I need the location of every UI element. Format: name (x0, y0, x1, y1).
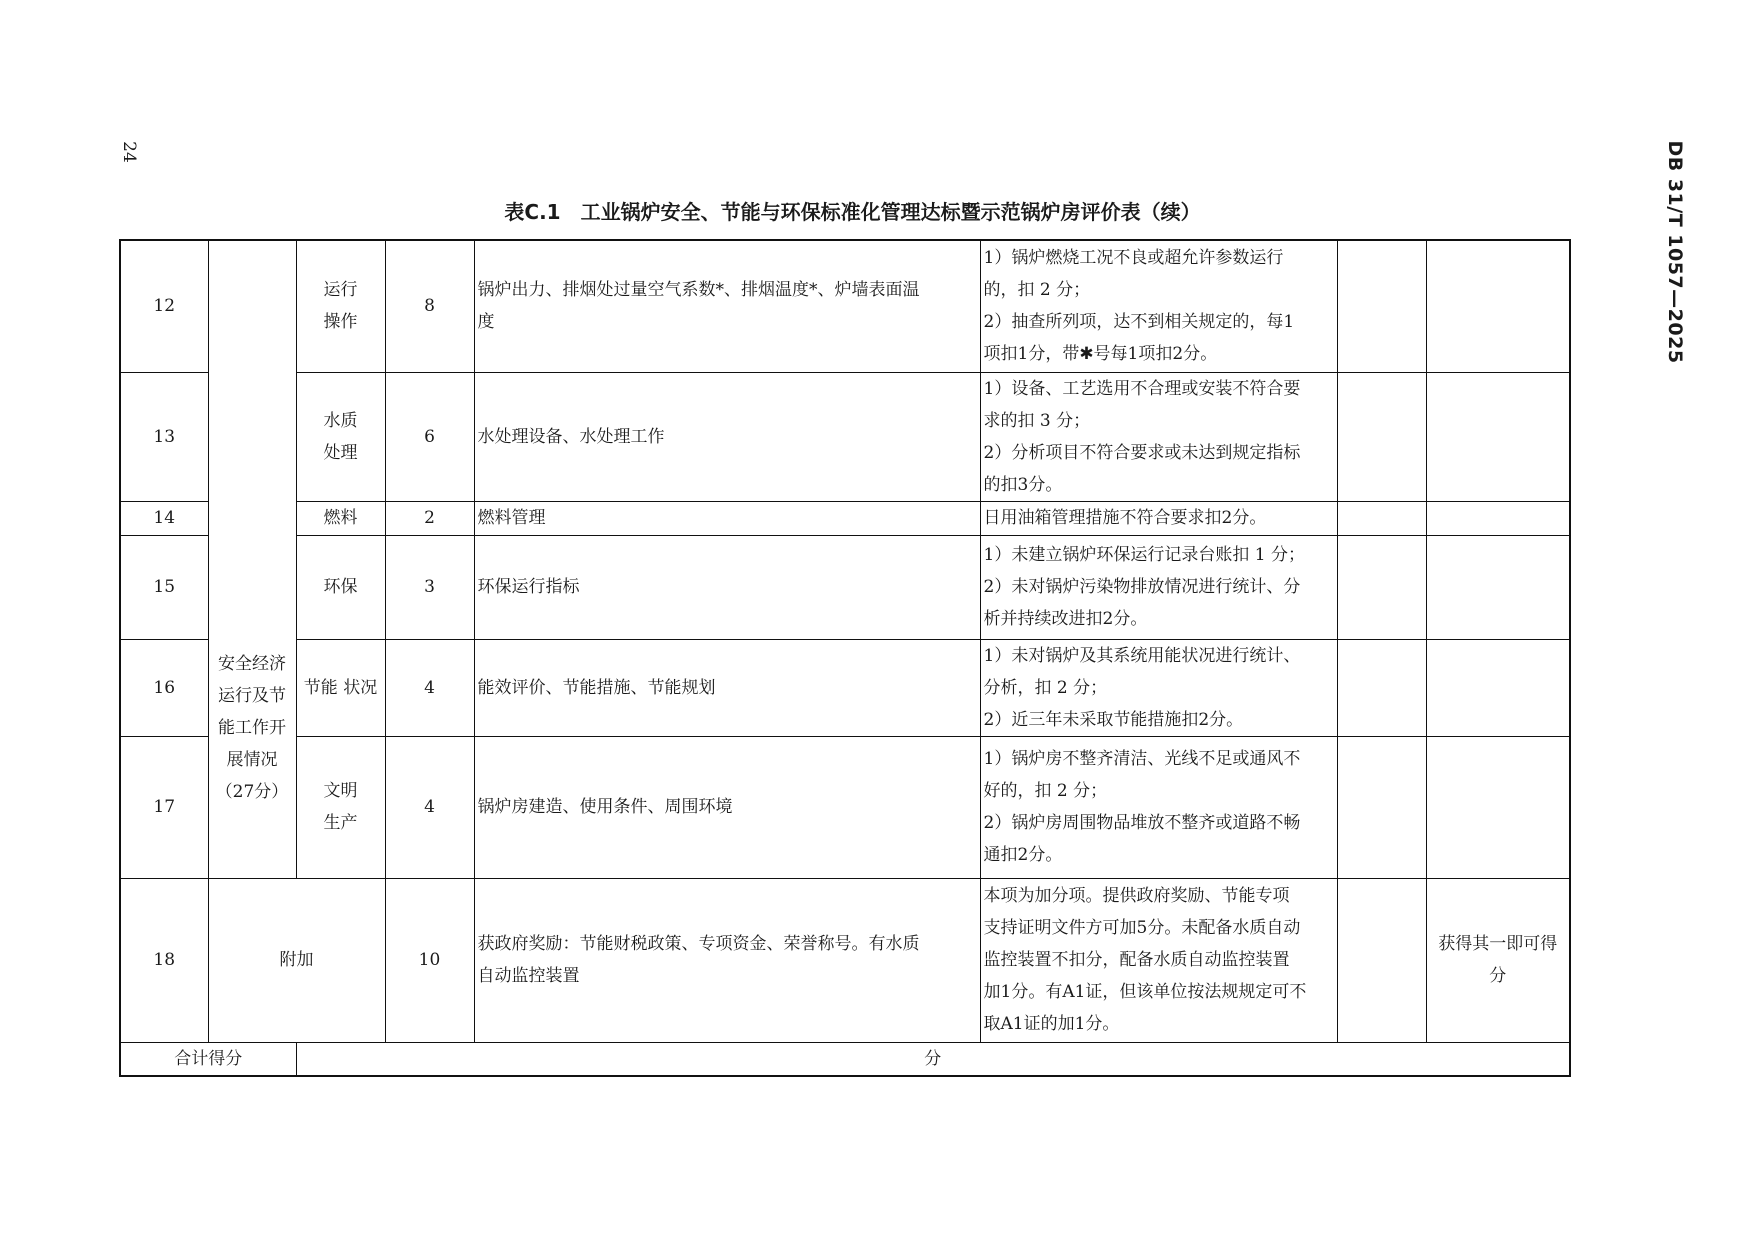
row-number (120, 736, 208, 878)
criteria-cell-line: 2）近三年未采取节能措施扣2分。 (983, 709, 1244, 730)
row-number-line: 16 (153, 677, 176, 698)
remark-cell (1426, 501, 1570, 535)
row-number-line: 13 (153, 426, 176, 447)
row-number (120, 535, 208, 639)
criteria-cell-line: 的，扣 2 分； (983, 280, 1091, 301)
bonus-item-cell (208, 878, 385, 1042)
criteria-cell-line: 1）锅炉燃烧工况不良或超允许参数运行 (983, 248, 1284, 269)
bonus-item-cell-line: 附加 (279, 950, 314, 970)
evaluation-table (119, 239, 1571, 1077)
criteria-cell-line: 通扣2分。 (983, 845, 1063, 865)
score-cell (385, 501, 474, 535)
criteria-cell-line: 求的扣 3 分； (983, 410, 1091, 431)
item-cell-line: 文明 (323, 781, 358, 801)
criteria-cell-line: 2）未对锅炉污染物排放情况进行统计、分 (983, 577, 1301, 597)
score-cell-line: 3 (424, 577, 435, 597)
criteria-cell-line: 1）设备、工艺选用不合理或安装不符合要 (983, 378, 1301, 399)
row-number (120, 240, 208, 372)
score-cell (385, 535, 474, 639)
criteria-cell-line: 1）未建立锅炉环保运行记录台账扣 1 分； (983, 545, 1305, 565)
criteria-cell-line: 分析，扣 2 分； (983, 677, 1108, 698)
criteria-cell (980, 372, 1337, 501)
deduction-cell (1337, 736, 1426, 878)
content-cell (474, 535, 980, 639)
content-cell-line: 锅炉房建造、使用条件、周围环境 (477, 797, 733, 817)
content-cell-line: 度 (477, 312, 495, 333)
remark-cell (1426, 240, 1570, 372)
deduction-cell (1337, 535, 1426, 639)
score-cell (385, 639, 474, 736)
criteria-cell-line: 1）锅炉房不整齐清洁、光线不足或通风不 (983, 749, 1301, 769)
score-cell-line: 4 (424, 797, 435, 817)
criteria-cell (980, 501, 1337, 535)
item-cell (296, 240, 385, 372)
table-row-total (120, 1042, 1570, 1076)
criteria-cell-line: 2）分析项目不符合要求或未达到规定指标 (983, 442, 1301, 463)
category-cell-line: 能工作开 (218, 717, 286, 738)
remark-cell (1426, 372, 1570, 501)
remark-cell-line: 分 (1489, 966, 1507, 986)
score-cell-line: 4 (424, 677, 435, 698)
score-cell-line: 8 (424, 296, 435, 317)
table-row (120, 639, 1570, 736)
score-cell-line: 10 (418, 950, 441, 970)
criteria-cell-line: 项扣1分，带✱号每1项扣2分。 (983, 344, 1218, 365)
table-title: 表C.1 工业锅炉安全、节能与环保标准化管理达标暨示范锅炉房评价表（续） (504, 200, 1201, 224)
score-cell-line: 2 (424, 508, 435, 528)
row-number-line: 17 (153, 797, 176, 817)
content-cell (474, 240, 980, 372)
deduction-cell (1337, 639, 1426, 736)
row-number-line: 14 (153, 508, 176, 528)
remark-cell (1426, 878, 1570, 1042)
criteria-cell-line: 监控装置不扣分，配备水质自动监控装置 (983, 950, 1290, 970)
content-cell-line: 自动监控装置 (477, 966, 580, 986)
category-cell-line: 安全经济 (218, 653, 286, 674)
content-cell-line: 燃料管理 (477, 508, 546, 528)
item-cell-line: 运行 (323, 280, 358, 301)
criteria-cell (980, 878, 1337, 1042)
content-cell-line: 获政府奖励：节能财税政策、专项资金、荣誉称号。有水质 (477, 934, 920, 954)
category-cell-line: 展情况 (226, 749, 278, 770)
table-row (120, 372, 1570, 501)
content-cell (474, 372, 980, 501)
table-row (120, 535, 1570, 639)
criteria-cell-line: 1）未对锅炉及其系统用能状况进行统计、 (983, 645, 1301, 666)
deduction-cell (1337, 240, 1426, 372)
score-cell-line: 6 (424, 426, 435, 447)
row-number-line: 15 (153, 577, 176, 597)
criteria-cell-line: 支持证明文件方可加5分。未配备水质自动 (983, 918, 1301, 938)
criteria-cell (980, 736, 1337, 878)
item-cell-line: 环保 (323, 577, 358, 597)
item-cell (296, 372, 385, 501)
item-cell-line: 生产 (323, 813, 358, 833)
criteria-cell-line: 日用油箱管理措施不符合要求扣2分。 (983, 508, 1267, 528)
criteria-cell (980, 535, 1337, 639)
content-cell-line: 水处理设备、水处理工作 (477, 426, 665, 447)
table-row-bonus (120, 878, 1570, 1042)
category-cell-line: （27分） (215, 781, 289, 802)
category-cell-line: 运行及节 (218, 685, 286, 706)
item-cell-line: 处理 (323, 442, 358, 463)
criteria-cell-line: 析并持续改进扣2分。 (983, 609, 1148, 629)
content-cell (474, 639, 980, 736)
score-cell (385, 736, 474, 878)
deduction-cell (1337, 372, 1426, 501)
total-label (120, 1042, 296, 1076)
item-cell-line: 燃料 (323, 508, 358, 528)
item-cell (296, 639, 385, 736)
item-cell (296, 535, 385, 639)
category-cell (208, 240, 296, 878)
content-cell (474, 878, 980, 1042)
remark-cell (1426, 736, 1570, 878)
item-cell-line: 节能 状况 (303, 677, 378, 698)
remark-cell (1426, 639, 1570, 736)
item-cell-line: 水质 (323, 410, 358, 431)
row-number (120, 501, 208, 535)
score-cell (385, 878, 474, 1042)
deduction-cell (1337, 878, 1426, 1042)
score-cell (385, 240, 474, 372)
criteria-cell-line: 加1分。有A1证，但该单位按法规规定可不 (983, 982, 1307, 1002)
criteria-cell (980, 240, 1337, 372)
criteria-cell-line: 本项为加分项。提供政府奖励、节能专项 (983, 886, 1290, 906)
table-row (120, 501, 1570, 535)
row-number (120, 372, 208, 501)
content-cell-line: 环保运行指标 (477, 577, 580, 597)
score-cell (385, 372, 474, 501)
deduction-cell (1337, 501, 1426, 535)
document-code: DB 31/T 1057—2025 (1664, 140, 1686, 364)
content-cell-line: 能效评价、节能措施、节能规划 (477, 677, 716, 698)
remark-cell-line: 获得其一即可得 (1438, 934, 1558, 954)
row-number (120, 639, 208, 736)
criteria-cell-line: 2）抽查所列项，达不到相关规定的，每1 (983, 312, 1295, 333)
total-value (296, 1042, 1570, 1076)
content-cell (474, 501, 980, 535)
row-number-line: 12 (153, 296, 176, 317)
content-cell (474, 736, 980, 878)
table-row (120, 736, 1570, 878)
item-cell-line: 操作 (323, 312, 358, 333)
table-row (120, 240, 1570, 372)
criteria-cell-line: 好的，扣 2 分； (983, 781, 1108, 801)
remark-cell (1426, 535, 1570, 639)
criteria-cell-line: 取A1证的加1分。 (983, 1014, 1120, 1034)
criteria-cell-line: 2）锅炉房周围物品堆放不整齐或道路不畅 (983, 813, 1301, 833)
page-number: 24 (118, 141, 139, 163)
item-cell (296, 501, 385, 535)
criteria-cell (980, 639, 1337, 736)
total-label-line: 合计得分 (174, 1048, 243, 1069)
total-value-line: 分 (924, 1048, 942, 1069)
criteria-cell-line: 的扣3分。 (983, 474, 1063, 495)
item-cell (296, 736, 385, 878)
row-number-line: 18 (153, 950, 176, 970)
row-number (120, 878, 208, 1042)
content-cell-line: 锅炉出力、排烟处过量空气系数*、排烟温度*、炉墙表面温 (477, 280, 920, 301)
